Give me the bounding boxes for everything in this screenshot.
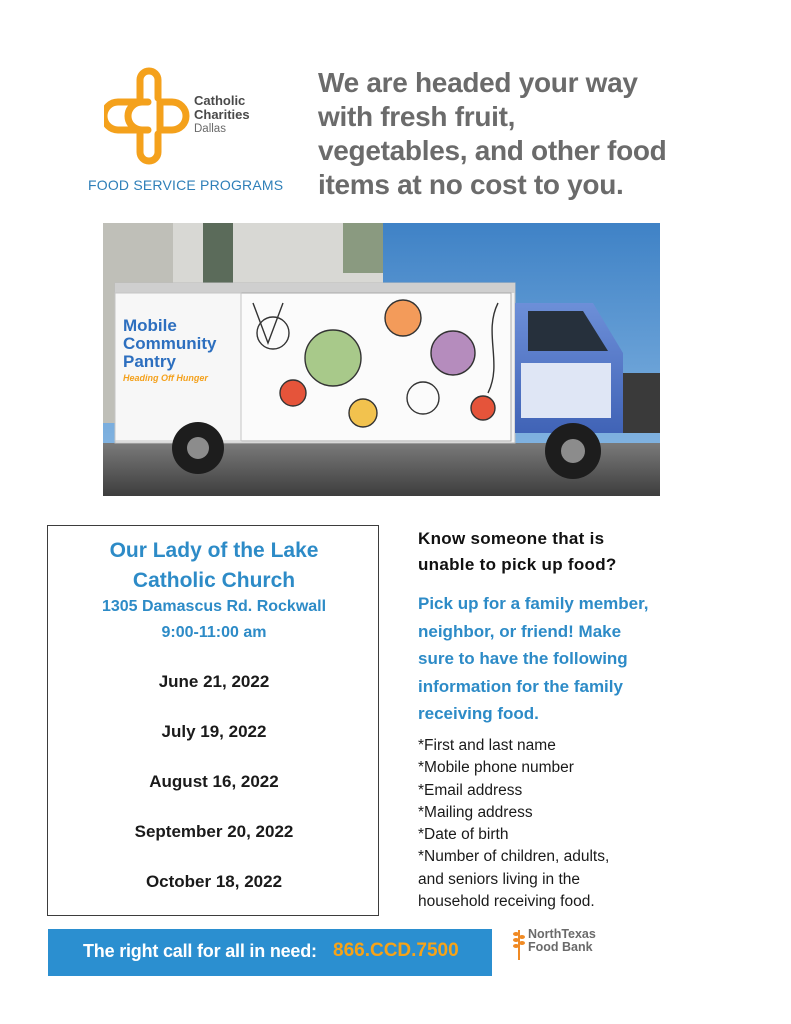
event-date: July 19, 2022 <box>161 722 267 741</box>
proxy-instructions: Pick up for a family member, neighbor, or friend! Make sure to have the following information for the family receiving food. <box>418 594 649 723</box>
svg-text:Pantry: Pantry <box>123 352 176 371</box>
required-information-list <box>418 735 718 913</box>
contact-banner <box>48 929 492 976</box>
contact-phone: 866.CCD.7500 <box>333 940 459 961</box>
event-date: September 20, 2022 <box>134 822 294 841</box>
church-name: Our Lady of the Lake Catholic Church <box>109 539 319 592</box>
mobile-pantry-truck-photo <box>103 223 660 496</box>
north-texas-food-bank-logo <box>512 926 612 960</box>
truck-panel-text: Mobile <box>123 316 177 335</box>
ccd-cross-logo-icon <box>104 66 194 166</box>
requirement-item: *Date of birth <box>418 826 509 844</box>
organization-name: Catholic Charities Dallas <box>194 93 250 135</box>
headline: We are headed your way with fresh fruit, vegetables, and other food items at no cost to you. <box>318 67 667 200</box>
requirement-item: *Mailing address <box>418 803 533 821</box>
requirement-item: *Mobile phone number <box>418 759 574 777</box>
requirement-item: and seniors living in the <box>418 870 580 888</box>
event-location-time <box>48 594 380 646</box>
event-date: June 21, 2022 <box>158 672 270 691</box>
contact-label: The right call for all in need: <box>83 941 317 961</box>
svg-text:Heading Off Hunger: Heading Off Hunger <box>123 373 208 383</box>
requirement-item: *First and last name <box>418 737 556 754</box>
requirement-item: *Number of children, adults, <box>418 848 610 866</box>
truck-illustration <box>103 223 660 496</box>
event-date: August 16, 2022 <box>149 772 279 791</box>
requirement-item: *Email address <box>418 781 523 799</box>
program-label: FOOD SERVICE PROGRAMS <box>88 177 284 193</box>
event-address: 1305 Damascus Rd. Rockwall <box>101 598 327 615</box>
event-time: 9:00-11:00 am <box>161 624 267 641</box>
wheat-icon <box>512 926 526 960</box>
proxy-question: Know someone that is unable to pick up food? <box>418 529 617 574</box>
event-date: October 18, 2022 <box>145 872 283 891</box>
svg-text:Community: Community <box>123 334 217 353</box>
partner-name: NorthTexas Food Bank <box>528 927 596 954</box>
requirement-item: household receiving food. <box>418 893 595 911</box>
event-info-box <box>47 525 379 916</box>
